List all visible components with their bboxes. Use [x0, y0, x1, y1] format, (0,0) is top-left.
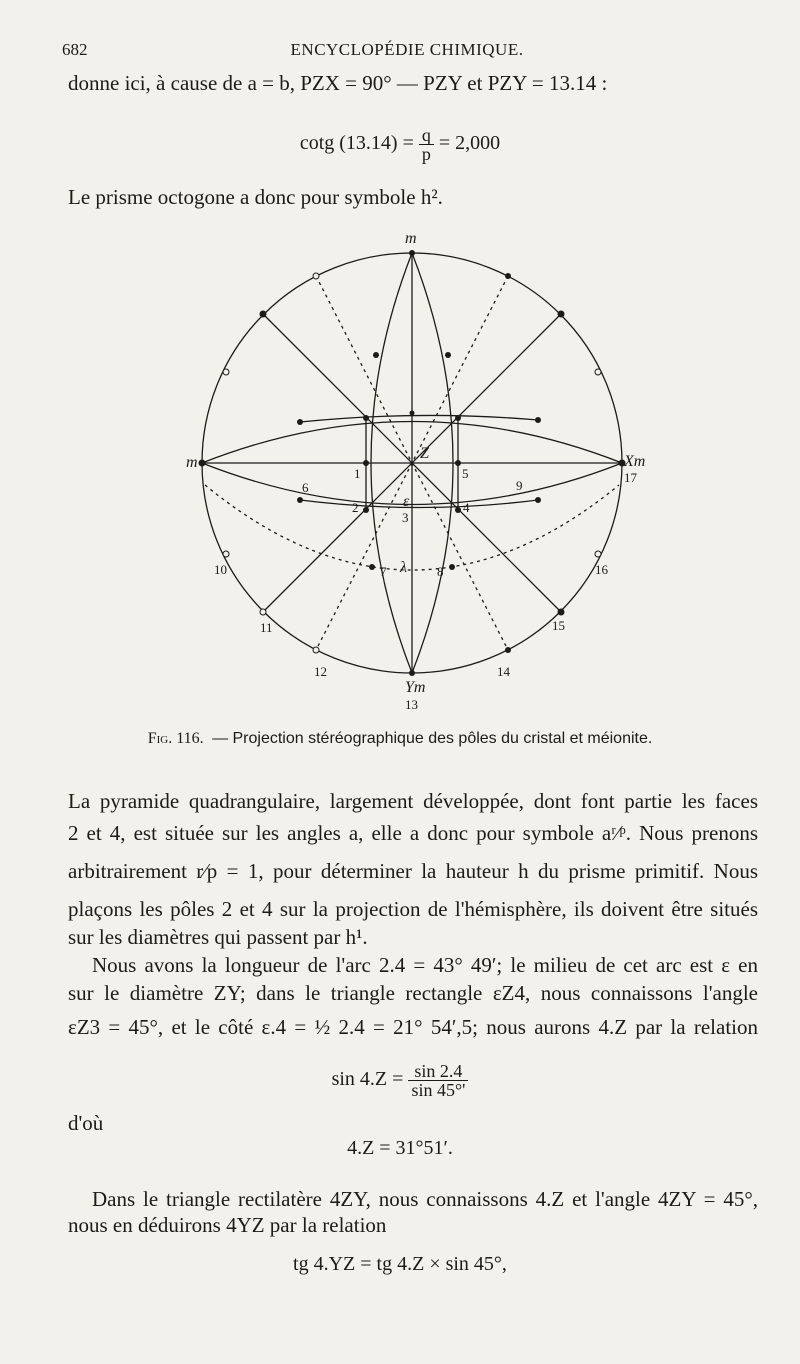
paragraph-1-line-5: sur les diamètres qui passent par h¹. [68, 925, 368, 949]
sine-numerator: sin 2.4 [408, 1062, 468, 1081]
pole-point [409, 670, 415, 676]
open-pole-point [223, 369, 229, 375]
sine-fraction [408, 1062, 468, 1099]
label-Z: Z [420, 445, 429, 462]
label-n6: 6 [302, 480, 309, 495]
open-pole-point [595, 369, 601, 375]
pole-point [363, 415, 369, 421]
label-n16: 16 [595, 562, 608, 577]
sine-denominator: sin 45°' [411, 1080, 466, 1100]
paragraph-1-line-2: 2 et 4, est située sur les angles a, elle a donc pour symbole aʳ⁄ᵖ. Nous prenons [68, 821, 758, 845]
label-n17: 17 [624, 470, 637, 485]
label-n12: 12 [314, 664, 327, 679]
open-pole-point [223, 551, 229, 557]
running-head: ENCYCLOPÉDIE CHIMIQUE. [290, 40, 524, 59]
pole-point [455, 415, 461, 421]
pole-point [199, 460, 206, 467]
paragraph-3-line-1: Dans le triangle rectilatère 4ZY, nous connaissons 4.Z et l'angle 4ZY = 45°, [92, 1187, 758, 1211]
paragraph-2-line-1: Nous avons la longueur de l'arc 2.4 = 43° 49′; le milieu de cet arc est ε en [92, 953, 758, 977]
cotg-left: cotg (13.14) = [299, 132, 414, 155]
open-pole-point [260, 609, 266, 615]
label-n13: 13 [405, 697, 418, 712]
figure-caption [0, 730, 800, 748]
label-lambda: λ [400, 559, 407, 576]
cotg-denominator: p [421, 144, 431, 164]
pole-point [369, 564, 375, 570]
label-n4: 4 [463, 500, 470, 515]
pole-point [445, 352, 451, 358]
pole-point [297, 497, 303, 503]
label-n5: 5 [462, 466, 469, 481]
paragraph-1-line-1: La pyramide quadrangulaire, largement développée, dont font partie les faces [68, 789, 758, 813]
label-n14: 14 [497, 664, 510, 679]
label-n15: 15 [552, 618, 565, 633]
label-n2: 2 [352, 500, 359, 515]
paragraph-2-line-2: sur le diamètre ZY; dans le triangle rectangle εZ4, nous connaissons l'angle [68, 981, 758, 1005]
pole-point [373, 352, 379, 358]
paragraph-1-line-3: arbitrairement r⁄p = 1, pour déterminer la hauteur h du prisme primitif. Nous [68, 859, 758, 883]
label-Ym: Ym [405, 679, 426, 696]
pole-point [409, 250, 415, 256]
pole-point [363, 460, 369, 466]
figure-caption-text: — Projection stéréographique des pôles du cristal et méionite. [212, 730, 653, 747]
sine-equation [0, 1062, 800, 1099]
pole-point [505, 273, 511, 279]
label-n11: 11 [260, 620, 273, 635]
open-pole-point [313, 273, 319, 279]
label-n1: 1 [354, 466, 361, 481]
label-n9: 9 [516, 478, 523, 493]
pole-point [455, 460, 461, 466]
label-epsilon: ε [403, 493, 410, 510]
figure-number: Fig. 116. [147, 730, 204, 747]
pole-point [535, 417, 541, 423]
cotg-right: = 2,000 [438, 132, 501, 155]
pole-point [449, 564, 455, 570]
pole-point [363, 507, 369, 513]
pole-point [455, 507, 461, 513]
label-m-left: m [186, 454, 198, 471]
open-pole-point [595, 551, 601, 557]
paragraph-1-line-4: plaçons les pôles 2 et 4 sur la projection de l'hémisphère, ils doivent être situés [68, 897, 758, 921]
intro-line: donne ici, à cause de a = b, PZX = 90° — PZY et PZY = 13.14 : [68, 71, 608, 95]
dou-line: d'où [68, 1111, 104, 1135]
label-n3: 3 [402, 510, 409, 525]
result-equation: 4.Z = 31°51′. [347, 1137, 453, 1159]
cotg-numerator: q [419, 126, 434, 145]
paragraph-2-line-3: εZ3 = 45°, et le côté ε.4 = ½ 2.4 = 21° 54′,5; nous aurons 4.Z par la relation [68, 1015, 758, 1039]
sine-left: sin 4.Z = [331, 1068, 404, 1091]
pole-point [260, 311, 267, 318]
label-m-top: m [405, 230, 417, 247]
label-n7: 7 [380, 564, 387, 579]
prism-line: Le prisme octogone a donc pour symbole h². [68, 185, 443, 209]
open-pole-point [313, 647, 319, 653]
pole-point [410, 411, 415, 416]
page-number: 682 [62, 40, 88, 59]
pole-point [558, 609, 565, 616]
pole-point [505, 647, 511, 653]
paragraph-3-line-2: nous en déduirons 4YZ par la relation [68, 1213, 387, 1237]
cross-curve-2 [300, 500, 538, 508]
label-n10: 10 [214, 562, 227, 577]
pole-point [558, 311, 565, 318]
label-Xm: Xm [624, 453, 646, 470]
pole-point [535, 497, 541, 503]
label-n8: 8 [437, 564, 444, 579]
tangent-equation: tg 4.YZ = tg 4.Z × sin 45°, [293, 1253, 507, 1275]
pole-point [297, 419, 303, 425]
